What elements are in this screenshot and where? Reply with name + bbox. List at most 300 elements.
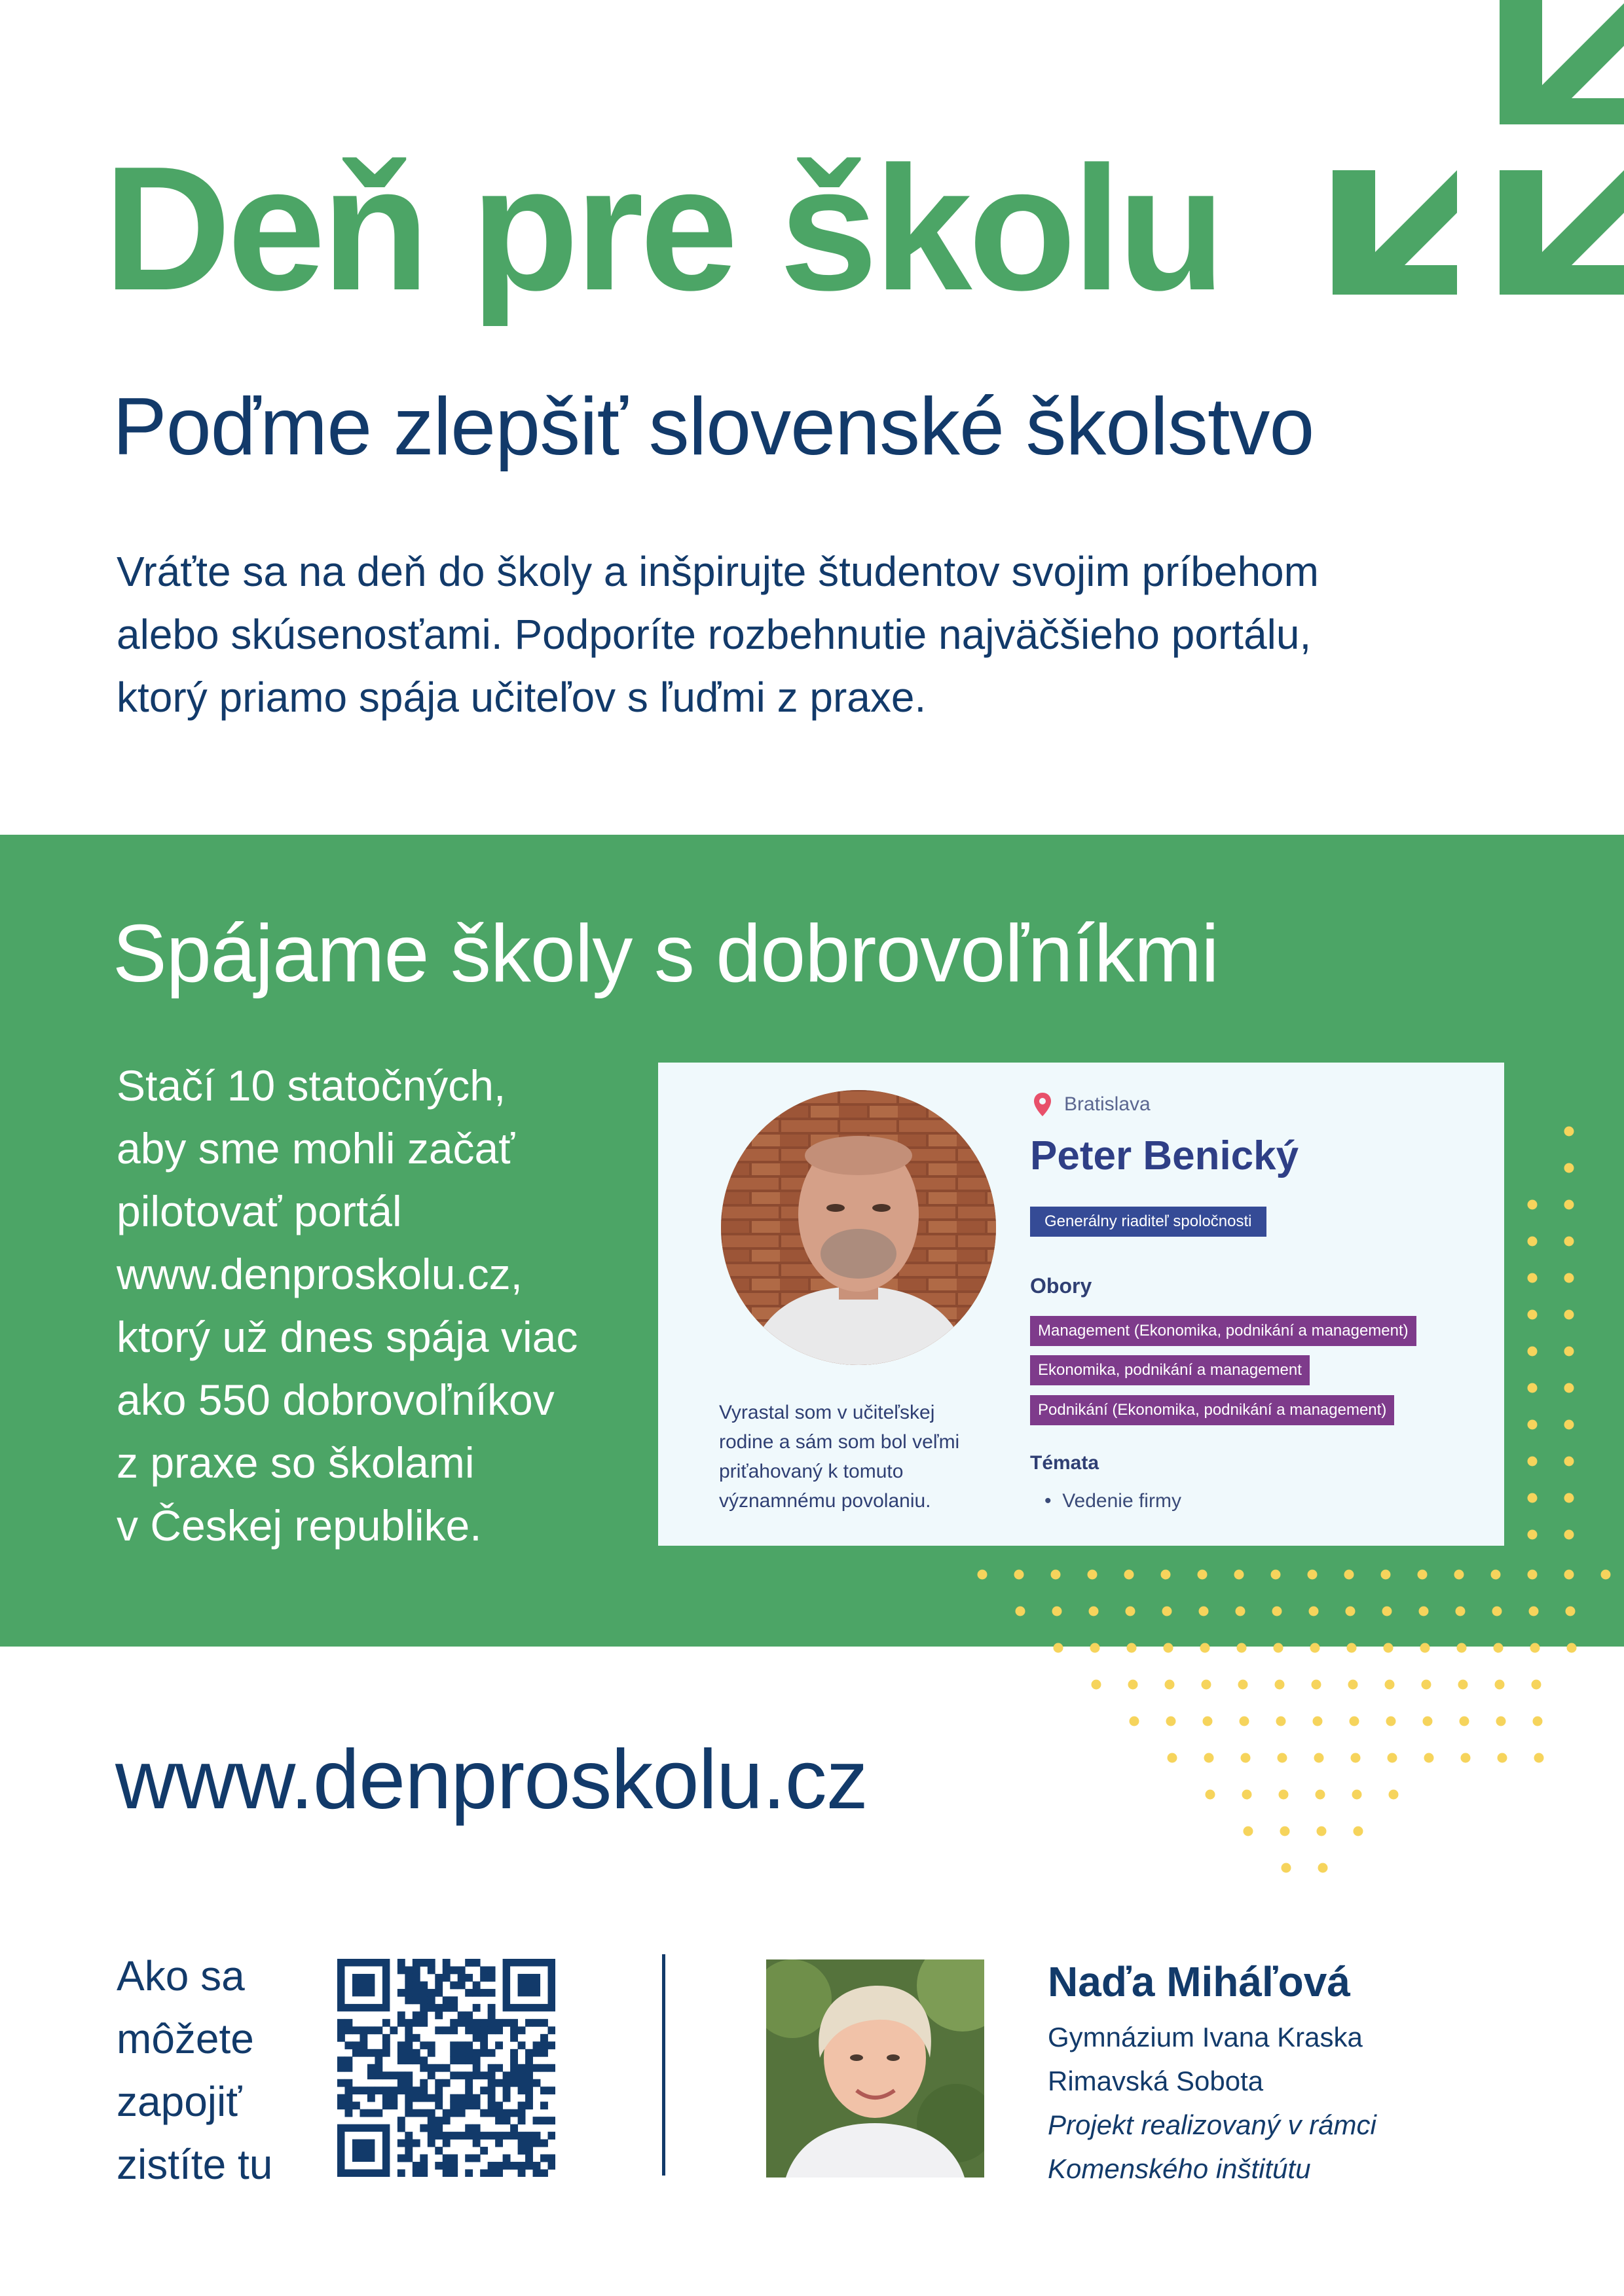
qr-module-88 [405,2026,413,2034]
dot-109 [1279,1790,1289,1800]
dot-79 [1385,1680,1395,1690]
volunteer-role-badge: Generálny riaditeľ spoločnosti [1030,1207,1266,1237]
qr-module-143 [533,2049,541,2057]
qr-module-197 [435,2079,443,2087]
qr-module-289 [428,2124,435,2132]
teacher-details [1048,2015,1376,2191]
qr-module-287 [397,2124,405,2132]
qr-module-126 [352,2049,360,2057]
qr-module-178 [390,2071,397,2079]
qr-module-327 [397,2155,405,2162]
qr-module-255 [488,2102,496,2109]
qr-module-153 [458,2056,466,2064]
dot-99 [1278,1753,1287,1763]
qr-module-207 [344,2086,352,2094]
qr-module-198 [443,2079,451,2087]
qr-module-142 [525,2049,533,2057]
qr-module-346 [510,2162,518,2170]
qr-module-262 [367,2109,375,2117]
qr-module-235 [428,2094,435,2102]
band-text-line: ako 550 dobrovoľníkov [117,1376,555,1424]
dot-80 [1422,1680,1431,1690]
dot-100 [1314,1753,1324,1763]
dot-118 [1318,1863,1328,1873]
divider [662,1954,665,2176]
qr-module-65 [397,2019,405,2027]
qr-module-351 [397,2170,405,2177]
obory-label: Obory [1030,1274,1092,1298]
dot-72 [1128,1680,1138,1690]
obor-tag: Podnikání (Ekonomika, podnikání a management) [1030,1395,1394,1425]
qr-module-350 [548,2162,555,2170]
qr-module-321 [540,2140,548,2147]
qr-module-252 [458,2102,466,2109]
qr-module-172 [533,2064,541,2072]
qr-module-234 [420,2094,428,2102]
qr-module-345 [503,2162,511,2170]
qr-module-129 [375,2049,382,2057]
qr-module-108 [540,2034,548,2042]
qr-module-283 [518,2117,526,2124]
qr-module-226 [548,2086,555,2094]
qr-module-361 [533,2170,541,2177]
qr-module-41 [488,1989,496,1997]
qr-module-332 [465,2155,473,2162]
qr-module-365 [352,1974,375,1996]
qr-module-201 [495,2079,503,2087]
qr-module-236 [435,2094,443,2102]
qr-module-195 [405,2079,413,2087]
qr-module-324 [480,2147,488,2155]
band-text-line: aby sme mohli začať [117,1124,515,1173]
qr-module-127 [360,2049,367,2057]
dot-107 [1206,1790,1215,1800]
qr-module-209 [360,2086,367,2094]
qr-module-192 [337,2079,345,2087]
band-text-line: ktorý už dnes spája viac [117,1313,578,1361]
qr-module-210 [367,2086,375,2094]
qr-module-328 [405,2155,413,2162]
qr-module-293 [510,2124,518,2132]
qr-module-75 [495,2019,503,2027]
qr-module-144 [540,2049,548,2057]
qr-module-282 [503,2117,511,2124]
dot-103 [1424,1753,1434,1763]
qr-module-17 [405,1974,413,1982]
qr-module-186 [480,2071,488,2079]
qr-module-136 [458,2049,466,2057]
qr-module-237 [450,2094,458,2102]
qr-module-268 [443,2109,451,2117]
qr-module-174 [548,2064,555,2072]
qr-module-216 [413,2086,420,2094]
qr-module-194 [397,2079,405,2087]
location-pin-icon [1033,1092,1052,1117]
dot-74 [1202,1680,1211,1690]
qr-module-20 [443,1974,451,1982]
qr-module-286 [548,2117,555,2124]
dot-92 [1423,1717,1433,1726]
qr-module-300 [465,2132,473,2140]
qr-module-109 [344,2041,352,2049]
qr-module-193 [344,2079,352,2087]
qr-module-339 [420,2162,428,2170]
dot-111 [1352,1790,1362,1800]
qr-module-281 [495,2117,503,2124]
qr-module-96 [495,2026,503,2034]
qr-module-269 [450,2109,458,2117]
qr-module-124 [540,2041,548,2049]
qr-module-24 [488,1974,496,1982]
intro-line: ktorý priamo spája učiteľov s ľuďmi z praxe. [117,674,927,721]
qr-module-87 [390,2026,397,2034]
topic-text: Vedenie firmy [1062,1490,1181,1512]
dot-108 [1242,1790,1252,1800]
dot-104 [1461,1753,1471,1763]
qr-module-342 [450,2162,458,2170]
qr-module-119 [465,2041,473,2049]
qr-module-304 [495,2132,503,2140]
qr-module-48 [420,2004,428,2012]
page-subtitle: Poďme zlepšiť slovenské školstvo [113,382,1314,472]
qr-module-37 [435,1989,443,1997]
qr-module-298 [450,2132,458,2140]
qr-module-340 [435,2162,443,2170]
qr-module-149 [405,2056,413,2064]
qr-module-102 [382,2034,390,2042]
qr-module-134 [428,2049,435,2057]
qr-module-184 [465,2071,473,2079]
qr-module-261 [360,2109,367,2117]
dot-73 [1165,1680,1175,1690]
qr-module-137 [465,2049,473,2057]
qr-module-40 [480,1989,488,1997]
qr-module-29 [450,1981,458,1989]
qr-module-146 [344,2056,352,2064]
qr-module-229 [367,2094,375,2102]
qr-module-188 [503,2071,511,2079]
qr-module-100 [337,2034,345,2042]
qr-module-7 [473,1959,481,1967]
qr-module-241 [488,2094,496,2102]
qr-module-68 [420,2019,428,2027]
qr-module-30 [458,1981,466,1989]
qr-module-214 [397,2086,405,2094]
qr-module-115 [420,2041,428,2049]
qr-module-285 [540,2117,548,2124]
qr-module-336 [540,2155,548,2162]
qr-module-185 [473,2071,481,2079]
qr-module-358 [488,2170,496,2177]
qr-module-240 [473,2094,481,2102]
qr-module-71 [465,2019,473,2027]
dot-106 [1534,1753,1544,1763]
qr-module-215 [405,2086,413,2094]
qr-module-238 [458,2094,466,2102]
qr-module-166 [473,2064,481,2072]
qr-module-162 [420,2064,428,2072]
dot-77 [1312,1680,1321,1690]
teacher-name: Naďa Miháľová [1048,1958,1350,2005]
qr-module-338 [413,2162,420,2170]
qr-module-315 [443,2140,451,2147]
qr-module-50 [435,2004,443,2012]
qr-module-223 [518,2086,526,2094]
qr-module-330 [443,2155,451,2162]
qr-module-49 [428,2004,435,2012]
teacher-city: Rimavská Sobota [1048,2066,1264,2096]
qr-module-227 [337,2094,345,2102]
dot-89 [1313,1717,1323,1726]
qr-module-147 [375,2056,382,2064]
qr-module-155 [473,2056,481,2064]
qr-module-122 [518,2041,526,2049]
qr-module-249 [405,2102,413,2109]
band-text [117,1054,578,1557]
band-text-line: v Českej republike. [117,1501,482,1550]
dot-76 [1275,1680,1285,1690]
qr-module-337 [548,2155,555,2162]
qr-module-69 [450,2019,458,2027]
dot-112 [1389,1790,1399,1800]
qr-module-180 [405,2071,413,2079]
qr-module-58 [435,2011,443,2019]
qr-module-4 [428,1959,435,1967]
arrow-down-left-icon [1333,0,1624,295]
band-text-line: www.denproskolu.cz, [117,1250,523,1298]
intro-paragraph [117,540,1459,729]
qr-module-276 [518,2109,526,2117]
qr-module-296 [435,2132,443,2140]
qr-module-31 [473,1981,481,1989]
band-text-line: pilotovať portál [117,1187,402,1235]
project-line: Komenského inštitútu [1048,2153,1311,2184]
qr-module-323 [435,2147,443,2155]
qr-module-356 [465,2170,473,2177]
qr-module-335 [525,2155,533,2162]
qr-module-72 [473,2019,481,2027]
qr-module-120 [480,2041,488,2049]
qr-module-357 [480,2170,488,2177]
qr-module-34 [413,1989,420,1997]
qr-module-263 [375,2109,382,2117]
qr-module-334 [503,2155,511,2162]
qr-module-70 [458,2019,466,2027]
qr-module-274 [503,2109,511,2117]
qr-module-113 [397,2041,405,2049]
qr-module-6 [465,1959,473,1967]
qr-module-254 [473,2102,481,2109]
qr-module-79 [533,2019,541,2027]
qr-module-181 [428,2071,435,2079]
volunteer-location: Bratislava [1064,1093,1151,1115]
qr-module-305 [503,2132,511,2140]
qr-module-5 [443,1959,451,1967]
band-heading: Spájame školy s dobrovoľníkmi [113,909,1219,999]
qr-module-171 [525,2064,533,2072]
qr-module-265 [413,2109,420,2117]
qr-module-55 [397,2011,405,2019]
qr-module-175 [367,2071,375,2079]
qr-module-280 [443,2117,451,2124]
qr-module-36 [428,1989,435,1997]
qr-module-84 [360,2026,367,2034]
qr-module-292 [473,2124,481,2132]
qr-module-28 [435,1981,443,1989]
qr-module-54 [488,2004,496,2012]
qr-module-138 [473,2049,481,2057]
qr-module-74 [488,2019,496,2027]
qr-module-247 [382,2102,390,2109]
qr-module-118 [458,2041,466,2049]
qr-module-141 [510,2049,518,2057]
intro-line: alebo skúsenosťami. Podporíte rozbehnutie najväčšieho portálu, [117,611,1312,658]
dot-93 [1460,1717,1469,1726]
qr-module-239 [465,2094,473,2102]
qr-module-135 [450,2049,458,2057]
qr-module-73 [480,2019,488,2027]
qr-module-22 [465,1974,473,1982]
qr-module-10 [413,1966,420,1974]
qr-module-26 [413,1981,420,1989]
qr-module-230 [382,2094,390,2102]
qr-module-199 [465,2079,473,2087]
qr-code[interactable] [337,1959,555,2177]
qr-module-78 [525,2019,533,2027]
qr-module-163 [428,2064,435,2072]
cta-text [117,1944,272,2196]
qr-module-343 [488,2162,496,2170]
qr-module-160 [367,2064,375,2072]
qr-module-299 [458,2132,466,2140]
qr-module-314 [428,2140,435,2147]
qr-module-177 [382,2071,390,2079]
qr-module-161 [375,2064,382,2072]
qr-module-318 [518,2140,526,2147]
qr-module-349 [533,2162,541,2170]
qr-module-187 [488,2071,496,2079]
qr-module-63 [344,2019,352,2027]
dot-75 [1238,1680,1248,1690]
qr-module-208 [352,2086,360,2094]
qr-module-152 [450,2056,458,2064]
qr-module-331 [450,2155,458,2162]
qr-module-56 [413,2011,420,2019]
dot-110 [1316,1790,1325,1800]
qr-module-44 [420,1996,428,2004]
qr-module-325 [518,2147,526,2155]
qr-module-273 [495,2109,503,2117]
qr-module-86 [375,2026,382,2034]
qr-module-45 [428,1996,435,2004]
dot-83 [1532,1680,1541,1690]
bio-line: Vyrastal som v učiteľskej [719,1402,935,1423]
qr-module-359 [495,2170,503,2177]
qr-module-264 [405,2109,413,2117]
qr-module-212 [382,2086,390,2094]
dot-117 [1282,1863,1291,1873]
project-line: Projekt realizovaný v rámci [1048,2109,1376,2140]
qr-module-217 [420,2086,428,2094]
qr-module-169 [510,2064,518,2072]
qr-module-355 [450,2170,458,2177]
bio-line: rodine a sám som bol veľmi [719,1431,960,1453]
qr-module-33 [405,1989,413,1997]
qr-module-130 [382,2049,390,2057]
dot-78 [1348,1680,1358,1690]
qr-module-82 [344,2026,352,2034]
temata-label: Témata [1030,1452,1099,1474]
qr-module-297 [443,2132,451,2140]
dot-94 [1496,1717,1506,1726]
qr-module-104 [413,2034,420,2042]
qr-module-125 [548,2041,555,2049]
qr-module-182 [450,2071,458,2079]
qr-module-295 [428,2132,435,2140]
qr-module-244 [337,2102,345,2109]
qr-module-154 [465,2056,473,2064]
dot-87 [1240,1717,1249,1726]
qr-module-362 [540,2170,548,2177]
qr-module-3 [420,1959,428,1967]
qr-module-111 [360,2041,367,2049]
qr-module-67 [413,2019,420,2027]
qr-module-52 [450,2004,458,2012]
qr-module-117 [450,2041,458,2049]
topic-list-item: • Vedenie firmy [1044,1490,1181,1512]
qr-module-309 [533,2132,541,2140]
qr-module-348 [525,2162,533,2170]
page-title: Deň pre školu [103,130,1222,327]
band-text-line: z praxe so školami [117,1438,475,1487]
website-url[interactable]: www.denproskolu.cz [115,1733,868,1827]
qr-module-116 [428,2041,435,2049]
qr-module-213 [390,2086,397,2094]
qr-module-38 [465,1989,473,1997]
qr-module-202 [503,2079,511,2087]
qr-module-164 [435,2064,443,2072]
qr-module-322 [405,2147,413,2155]
qr-module-341 [443,2162,451,2170]
qr-module-167 [488,2064,496,2072]
qr-module-42 [405,1996,413,2004]
qr-module-233 [413,2094,420,2102]
qr-module-99 [548,2026,555,2034]
qr-module-133 [413,2049,420,2057]
qr-module-190 [518,2071,526,2079]
teacher-school: Gymnázium Ivana Kraska [1048,2022,1363,2052]
cta-line: zistíte tu [117,2141,273,2188]
qr-module-148 [397,2056,405,2064]
qr-module-14 [458,1966,466,1974]
qr-module-344 [495,2162,503,2170]
qr-module-183 [458,2071,466,2079]
qr-module-232 [405,2094,413,2102]
qr-module-245 [344,2102,352,2109]
qr-module-53 [473,2004,481,2012]
dot-82 [1495,1680,1505,1690]
bio-line: významnému povolaniu. [719,1490,931,1512]
qr-module-326 [525,2147,533,2155]
qr-module-159 [344,2064,352,2072]
qr-module-97 [510,2026,518,2034]
qr-module-270 [458,2109,466,2117]
qr-module-51 [443,2004,451,2012]
dot-88 [1276,1717,1286,1726]
dot-115 [1317,1827,1327,1836]
qr-module-352 [413,2170,420,2177]
qr-module-32 [397,1989,405,1997]
